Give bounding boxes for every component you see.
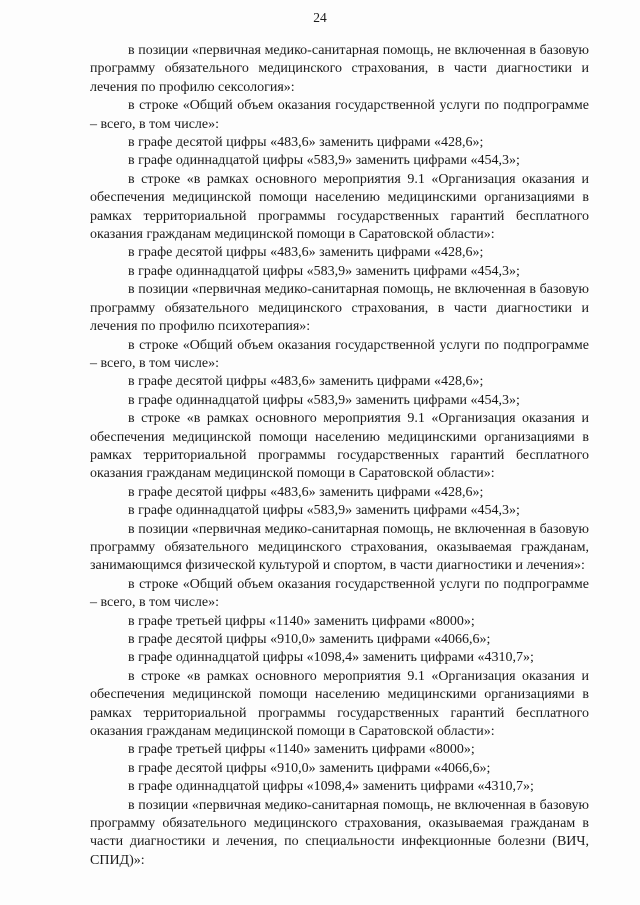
paragraph: в позиции «первичная медико-санитарная помощь, не включенная в базовую программу обязательного медицинского страхования, оказываемая гражданам, занимающимся физической культурой и спортом, в части диагностики и лечения»: [90, 521, 589, 574]
paragraph: в графе десятой цифры «910,0» заменить цифрами «4066,6»; [128, 760, 491, 776]
paragraph: в позиции «первичная медико-санитарная помощь, не включенная в базовую программу обязательного медицинского страхования, в части диагностики и лечения по профилю психотерапия»: [90, 282, 589, 335]
paragraph: в графе третьей цифры «1140» заменить цифрами «8000»; [128, 613, 475, 629]
paragraph: в строке «Общий объем оказания государственной услуги по подпрограмме – всего, в том числе»: [90, 576, 589, 611]
paragraph: в графе одиннадцатой цифры «1098,4» заменить цифрами «4310,7»; [128, 650, 534, 666]
paragraph: в позиции «первичная медико-санитарная помощь, не включенная в базовую программу обязательного медицинского страхования, оказываемая гражданам в части диагностики и лечения, по специальности инфекционные болезни (ВИЧ, СПИД)»: [90, 797, 589, 868]
paragraph: в графе десятой цифры «483,6» заменить цифрами «428,6»; [128, 484, 484, 500]
paragraph: в позиции «первичная медико-санитарная помощь, не включенная в базовую программу обязательного медицинского страхования, в части диагностики и лечения по профилю сексология»: [90, 43, 589, 95]
paragraph: в графе третьей цифры «1140» заменить цифрами «8000»; [128, 742, 475, 758]
paragraph: в графе одиннадцатой цифры «583,9» заменить цифрами «454,3»; [128, 392, 520, 408]
paragraph: в графе одиннадцатой цифры «1098,4» заменить цифрами «4310,7»; [128, 779, 534, 795]
paragraph: в строке «в рамках основного мероприятия 9.1 «Организация оказания и обеспечения медицинской помощи населению медицинскими организациями в рамках территориальной программы государственных гарантий бесплатного оказания гражданам медицинской помощи в Саратовской области»: [90, 411, 589, 482]
paragraph: в графе десятой цифры «483,6» заменить цифрами «428,6»; [128, 245, 484, 261]
page-number: 24 [313, 10, 327, 25]
paragraph: в графе десятой цифры «910,0» заменить цифрами «4066,6»; [128, 632, 491, 647]
paragraph: в строке «Общий объем оказания государственной услуги по подпрограмме – всего, в том числе»: [90, 337, 589, 371]
document-body [90, 42, 589, 870]
paragraph: в графе одиннадцатой цифры «583,9» заменить цифрами «454,3»; [128, 503, 520, 519]
paragraph: в графе одиннадцатой цифры «583,9» заменить цифрами «454,3»; [128, 153, 520, 169]
paragraph: в строке «в рамках основного мероприятия 9.1 «Организация оказания и обеспечения медицинской помощи населению медицинскими организациями в рамках территориальной программы государственных гарантий бесплатного оказания гражданам медицинской помощи в Саратовской области»: [90, 668, 589, 740]
paragraph: в графе десятой цифры «483,6» заменить цифрами «428,6»; [128, 374, 484, 390]
paragraph: в строке «в рамках основного мероприятия 9.1 «Организация оказания и обеспечения медицинской помощи населению медицинскими организациями в рамках территориальной программы государственных гарантий бесплатного оказания гражданам медицинской помощи в Саратовской области»: [90, 171, 589, 243]
paragraph: в строке «Общий объем оказания государственной услуги по подпрограмме – всего, в том числе»: [90, 98, 589, 132]
paragraph: в графе десятой цифры «483,6» заменить цифрами «428,6»; [128, 135, 484, 151]
paragraph: в графе одиннадцатой цифры «583,9» заменить цифрами «454,3»; [128, 263, 520, 279]
